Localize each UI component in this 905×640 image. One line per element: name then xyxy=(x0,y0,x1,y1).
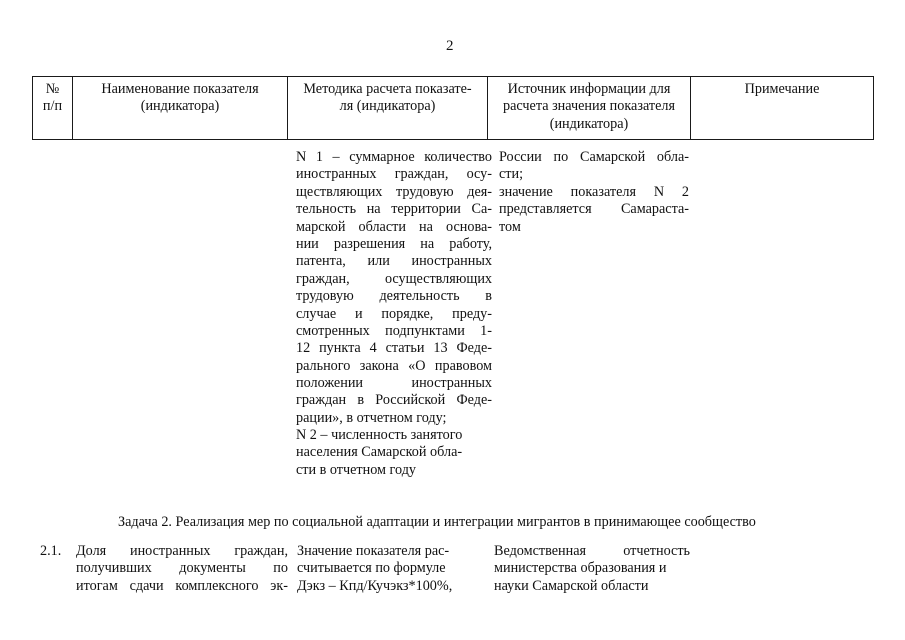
method-line: случае и порядке, преду- xyxy=(296,305,492,322)
method-line: нии разрешения на работу, xyxy=(296,235,492,252)
method-line: рального закона «О правовом xyxy=(296,357,492,374)
method-line: трудовую деятельность в xyxy=(296,288,492,305)
method-n2-definition xyxy=(296,427,492,479)
source-line: России по Самарской обла- xyxy=(499,149,689,165)
header-source-line: расчета значения показателя xyxy=(503,98,675,115)
header-source-line: Источник информации для xyxy=(507,81,671,97)
header-method-line: ля (индикатора) xyxy=(339,98,436,115)
header-indicator-name xyxy=(73,77,288,140)
method-line: N 1 – суммарное количество xyxy=(296,149,492,165)
task-heading: Задача 2. Реализация мер по социальной адаптации и интеграции мигрантов в принимающее сообщество xyxy=(118,514,756,530)
header-calculation-method xyxy=(288,77,488,140)
row-source-line: Ведомственная отчетность xyxy=(494,543,690,559)
method-line: рации», в отчетном году; xyxy=(296,409,447,426)
row-method-line: считывается по формуле xyxy=(297,560,446,577)
method-line: тельность на территории Са- xyxy=(296,201,492,218)
row-2-1-indicator-name xyxy=(76,543,288,595)
header-note xyxy=(691,77,874,140)
page-number: 2 xyxy=(446,38,454,54)
row-2-1-source xyxy=(494,543,690,595)
method-line: смотренных подпунктами 1- xyxy=(296,322,492,339)
header-number-line: п/п xyxy=(42,98,63,115)
method-n1-definition xyxy=(296,149,492,427)
method-line: граждан, осуществляющих xyxy=(296,270,492,287)
row-name-line: Доля иностранных граждан, xyxy=(76,543,288,559)
row-source-line: науки Самарской области xyxy=(494,577,649,594)
header-indicator-name-line: (индикатора) xyxy=(140,98,220,115)
method-line: ществляющих трудовую дея- xyxy=(296,183,492,200)
source-continuation xyxy=(499,149,689,236)
row-number: 2.1. xyxy=(40,543,62,559)
method-line: граждан в Российской Феде- xyxy=(296,392,492,409)
header-note-line: Примечание xyxy=(744,81,820,97)
row-name-line: получивших документы по xyxy=(76,560,288,577)
row-name-line: итогам сдачи комплексного эк- xyxy=(76,577,288,594)
method-line: патента, или иностранных xyxy=(296,253,492,270)
header-number-line: № xyxy=(45,81,60,97)
method-line: сти в отчетном году xyxy=(296,461,417,478)
row-2-1-number xyxy=(40,543,61,560)
source-line: том xyxy=(499,218,521,235)
row-source-line: министерства образования и xyxy=(494,560,667,577)
method-line: N 2 – численность занятого xyxy=(296,427,463,443)
row-method-line: Значение показателя рас- xyxy=(297,543,450,559)
header-information-source xyxy=(488,77,691,140)
row-method-line: Дэкз – Кпд/Кучэкз*100%, xyxy=(297,577,453,594)
indicator-table-header xyxy=(32,76,874,140)
header-number xyxy=(33,77,73,140)
method-line: положении иностранных xyxy=(296,375,492,392)
method-line: иностранных граждан, осу- xyxy=(296,166,492,183)
source-line: значение показателя N 2 xyxy=(499,183,689,200)
method-line: 12 пункта 4 статьи 13 Феде- xyxy=(296,340,492,357)
source-line: сти; xyxy=(499,166,524,183)
method-line: марской области на основа- xyxy=(296,218,492,235)
method-line: населения Самарской обла- xyxy=(296,444,463,461)
source-line: представляется Самараста- xyxy=(499,201,689,218)
header-method-line: Методика расчета показате- xyxy=(303,81,472,97)
row-2-1-method xyxy=(297,543,463,595)
header-indicator-name-line: Наименование показателя xyxy=(101,81,259,97)
header-source-line: (индикатора) xyxy=(549,115,629,132)
